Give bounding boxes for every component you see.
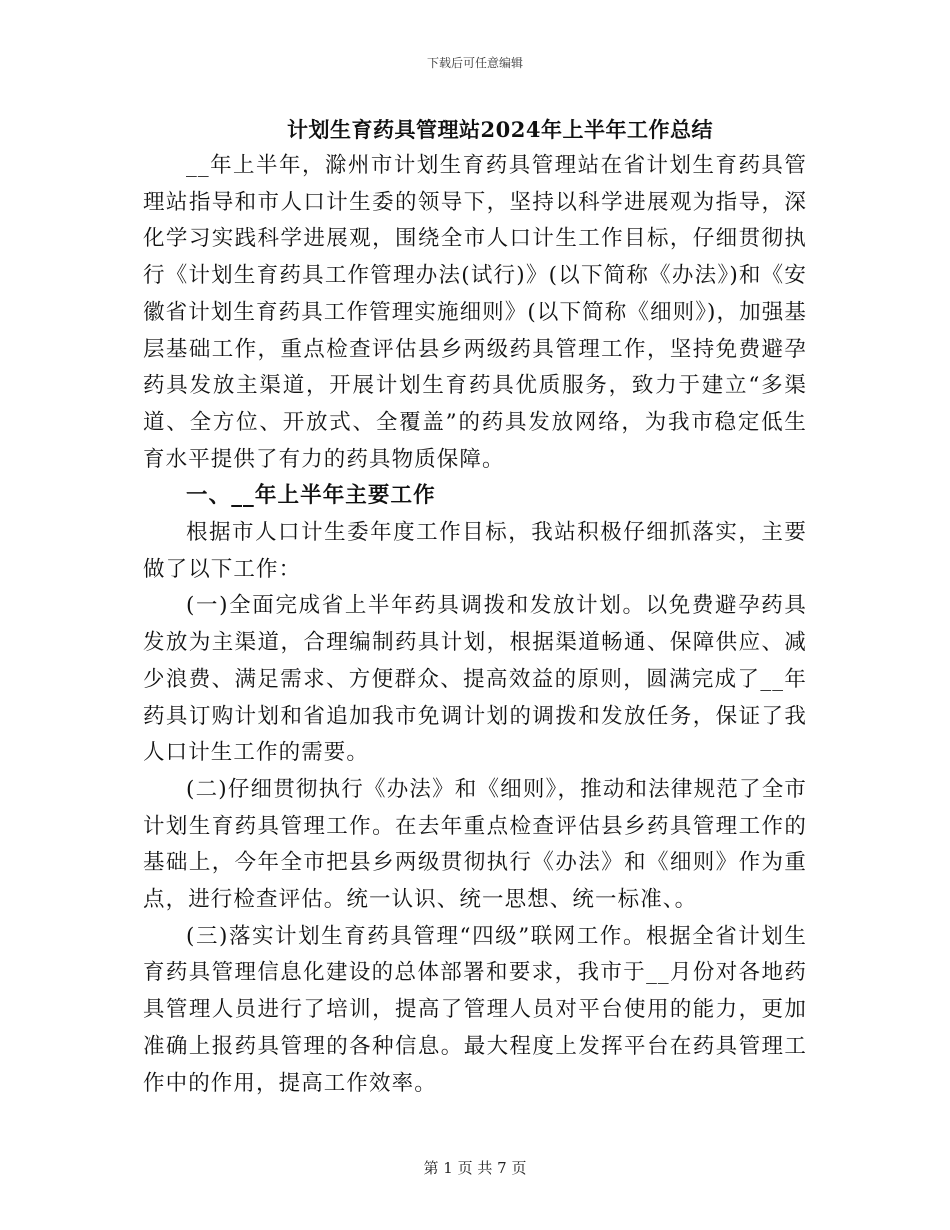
document-body: [143, 148, 807, 1102]
paragraph-intro: __年上半年，滁州市计划生育药具管理站在省计划生育药具管理站指导和市人口计生委的领导下，坚持以科学进展观为指导，深化学习实践科学进展观，围绕全市人口计生工作目标，仔细贯彻执行《计划生育药具工作管理办法(试行)》(以下简称《办法》)和《安徽省计划生育药具工作管理实施细则》(以下简称《细则》)，加强基层基础工作，重点检查评估县乡两级药具管理工作，坚持免费避孕药具发放主渠道，开展计划生育药具优质服务，致力于建立“多渠道、全方位、开放式、全覆盖”的药具发放网络，为我市稳定低生育水平提供了有力的药具物质保障。: [143, 153, 807, 472]
document-title: 计划生育药具管理站2024年上半年工作总结: [287, 117, 713, 142]
page-number: 第 1 页 共 7 页: [423, 1159, 527, 1177]
section-heading-main-work: 一、__年上半年主要工作: [186, 483, 436, 509]
paragraph-overview: 根据市人口计生委年度工作目标，我站积极仔细抓落实，主要做了以下工作：: [143, 520, 807, 582]
paragraph-item-1: (一)全面完成省上半年药具调拨和发放计划。以免费避孕药具发放为主渠道，合理编制药具计划，根据渠道畅通、保障供应、减少浪费、满足需求、方便群众、提高效益的原则，圆满完成了__年药具订购计划和省追加我市免调计划的调拨和发放任务，保证了我人口计生工作的需要。: [143, 593, 807, 766]
page-header-note: 下载后可任意编辑: [426, 56, 523, 70]
paragraph-item-3: (三)落实计划生育药具管理“四级”联网工作。根据全省计划生育药具管理信息化建设的总体部署和要求，我市于__月份对各地药具管理人员进行了培训，提高了管理人员对平台使用的能力，更加准确上报药具管理的各种信息。最大程度上发挥平台在药具管理工作中的作用，提高工作效率。: [143, 923, 807, 1096]
paragraph-item-2: (二)仔细贯彻执行《办法》和《细则》，推动和法律规范了全市计划生育药具管理工作。在去年重点检查评估县乡药具管理工作的基础上，今年全市把县乡两级贯彻执行《办法》和《细则》作为重点，进行检查评估。统一认识、统一思想、统一标准、。: [143, 776, 807, 913]
